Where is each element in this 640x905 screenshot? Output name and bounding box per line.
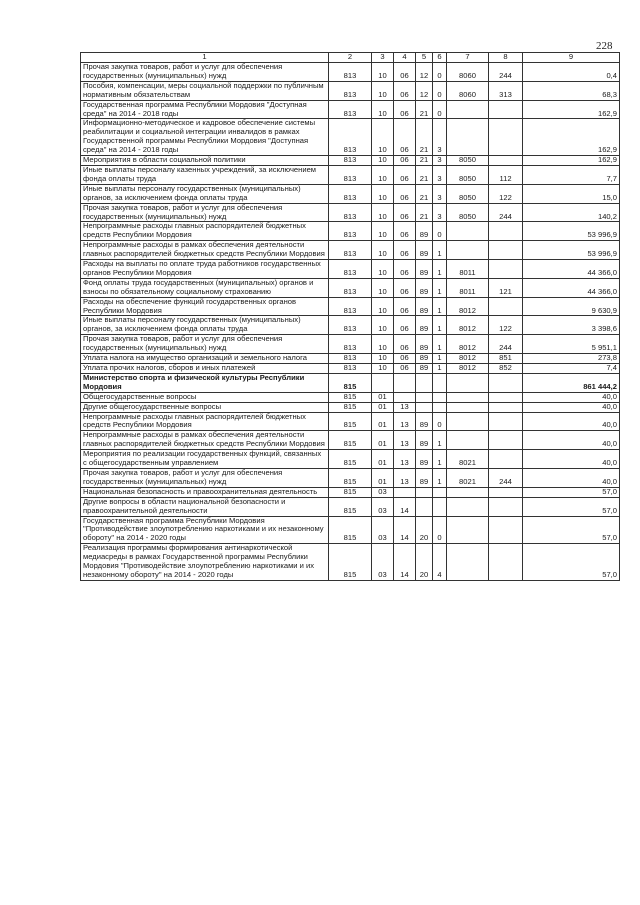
ministry-code-cell: 813	[329, 203, 372, 222]
table-row	[81, 316, 620, 335]
ministry-code-cell: 813	[329, 241, 372, 260]
target-code-cell	[447, 544, 489, 581]
program-code-cell: 89	[416, 431, 433, 450]
ministry-code-cell: 813	[329, 119, 372, 156]
subprogram-code-cell	[433, 392, 447, 402]
subsection-code-cell: 06	[394, 354, 416, 364]
section-code-cell: 10	[372, 278, 394, 297]
subprogram-code-cell: 1	[433, 316, 447, 335]
program-code-cell: 89	[416, 412, 433, 431]
row-name-cell: Иные выплаты персоналу государственных (муниципальных) органов, за исключением фонда оплаты труда	[81, 184, 329, 203]
row-name-cell: Мероприятия в области социальной политики	[81, 156, 329, 166]
target-code-cell: 8021	[447, 468, 489, 487]
ministry-code-cell: 815	[329, 412, 372, 431]
expense-type-cell: 244	[489, 203, 523, 222]
row-name-cell: Расходы на обеспечение функций государственных органов Республики Мордовия	[81, 297, 329, 316]
amount-cell: 40,0	[523, 412, 620, 431]
program-code-cell: 89	[416, 297, 433, 316]
amount-cell: 40,0	[523, 450, 620, 469]
section-code-cell: 10	[372, 364, 394, 374]
table-row	[81, 100, 620, 119]
subsection-code-cell: 06	[394, 156, 416, 166]
subsection-code-cell: 06	[394, 278, 416, 297]
subprogram-code-cell: 1	[433, 364, 447, 374]
expense-type-cell	[489, 119, 523, 156]
column-header: 2	[329, 53, 372, 63]
amount-cell: 15,0	[523, 184, 620, 203]
table-row	[81, 278, 620, 297]
program-code-cell: 20	[416, 516, 433, 544]
section-code-cell: 03	[372, 544, 394, 581]
table-row	[81, 165, 620, 184]
subprogram-code-cell: 1	[433, 354, 447, 364]
section-code-cell: 10	[372, 260, 394, 279]
row-name-cell: Министерство спорта и физической культуры Республики Мордовия	[81, 373, 329, 392]
section-code-cell: 01	[372, 468, 394, 487]
table-row	[81, 431, 620, 450]
table-row	[81, 184, 620, 203]
amount-cell: 53 996,9	[523, 222, 620, 241]
ministry-code-cell: 813	[329, 184, 372, 203]
ministry-code-cell: 815	[329, 544, 372, 581]
section-code-cell	[372, 373, 394, 392]
table-row	[81, 392, 620, 402]
program-code-cell: 21	[416, 203, 433, 222]
subsection-code-cell: 13	[394, 412, 416, 431]
row-name-cell: Непрограммные расходы главных распорядителей бюджетных средств Республики Мордовия	[81, 222, 329, 241]
subsection-code-cell: 06	[394, 241, 416, 260]
program-code-cell: 89	[416, 468, 433, 487]
target-code-cell	[447, 392, 489, 402]
subprogram-code-cell: 4	[433, 544, 447, 581]
subprogram-code-cell: 1	[433, 450, 447, 469]
target-code-cell: 8050	[447, 165, 489, 184]
table-row	[81, 297, 620, 316]
row-name-cell: Национальная безопасность и правоохранительная деятельность	[81, 487, 329, 497]
page-number: 228	[596, 40, 613, 52]
amount-cell: 5 951,1	[523, 335, 620, 354]
expense-type-cell	[489, 156, 523, 166]
row-name-cell: Прочая закупка товаров, работ и услуг для обеспечения государственных (муниципальных) нужд	[81, 63, 329, 82]
target-code-cell	[447, 373, 489, 392]
table-row	[81, 222, 620, 241]
amount-cell: 44 366,0	[523, 260, 620, 279]
subsection-code-cell: 13	[394, 431, 416, 450]
amount-cell: 44 366,0	[523, 278, 620, 297]
row-name-cell: Уплата прочих налогов, сборов и иных платежей	[81, 364, 329, 374]
subprogram-code-cell	[433, 497, 447, 516]
table-row	[81, 354, 620, 364]
amount-cell: 57,0	[523, 487, 620, 497]
ministry-code-cell: 815	[329, 516, 372, 544]
subprogram-code-cell: 0	[433, 100, 447, 119]
ministry-code-cell: 813	[329, 260, 372, 279]
program-code-cell: 21	[416, 165, 433, 184]
subsection-code-cell: 06	[394, 260, 416, 279]
program-code-cell: 21	[416, 156, 433, 166]
expense-type-cell	[489, 450, 523, 469]
amount-cell: 57,0	[523, 544, 620, 581]
row-name-cell: Государственная программа Республики Мордовия "Доступная среда" на 2014 - 2018 годы	[81, 100, 329, 119]
ministry-code-cell: 813	[329, 81, 372, 100]
section-code-cell: 01	[372, 412, 394, 431]
column-header: 4	[394, 53, 416, 63]
expense-type-cell	[489, 241, 523, 260]
row-name-cell: Иные выплаты персоналу казенных учреждений, за исключением фонда оплаты труда	[81, 165, 329, 184]
amount-cell: 0,4	[523, 63, 620, 82]
section-code-cell: 10	[372, 241, 394, 260]
table-row	[81, 412, 620, 431]
row-name-cell: Иные выплаты персоналу государственных (муниципальных) органов, за исключением фонда оплаты труда	[81, 316, 329, 335]
program-code-cell	[416, 373, 433, 392]
expense-type-cell: 122	[489, 184, 523, 203]
row-name-cell: Прочая закупка товаров, работ и услуг для обеспечения государственных (муниципальных) нужд	[81, 335, 329, 354]
subsection-code-cell: 06	[394, 222, 416, 241]
program-code-cell: 89	[416, 241, 433, 260]
target-code-cell: 8011	[447, 260, 489, 279]
section-code-cell: 10	[372, 203, 394, 222]
section-code-cell: 10	[372, 100, 394, 119]
amount-cell: 7,7	[523, 165, 620, 184]
row-name-cell: Прочая закупка товаров, работ и услуг для обеспечения государственных (муниципальных) нужд	[81, 468, 329, 487]
table-row	[81, 373, 620, 392]
amount-cell: 68,3	[523, 81, 620, 100]
program-code-cell: 89	[416, 260, 433, 279]
ministry-code-cell: 813	[329, 316, 372, 335]
subsection-code-cell: 06	[394, 119, 416, 156]
row-name-cell: Другие вопросы в области национальной безопасности и правоохранительной деятельности	[81, 497, 329, 516]
table-row	[81, 497, 620, 516]
ministry-code-cell: 813	[329, 364, 372, 374]
subsection-code-cell: 06	[394, 297, 416, 316]
ministry-code-cell: 813	[329, 335, 372, 354]
table-row	[81, 544, 620, 581]
subsection-code-cell: 06	[394, 81, 416, 100]
subprogram-code-cell: 1	[433, 297, 447, 316]
section-code-cell: 01	[372, 431, 394, 450]
subprogram-code-cell: 1	[433, 241, 447, 260]
program-code-cell: 89	[416, 450, 433, 469]
table-row	[81, 335, 620, 354]
target-code-cell	[447, 222, 489, 241]
amount-cell: 40,0	[523, 392, 620, 402]
section-code-cell: 10	[372, 184, 394, 203]
subsection-code-cell: 06	[394, 316, 416, 335]
expense-type-cell	[489, 373, 523, 392]
row-name-cell: Реализация программы формирования антинаркотической медиасреды в рамках Государственной программы Республики Мордовия "Противодействие злоупотреблению наркотиками и их незаконному обороту" на 2014 - 2020 годы	[81, 544, 329, 581]
subprogram-code-cell: 1	[433, 278, 447, 297]
ministry-code-cell: 815	[329, 497, 372, 516]
target-code-cell	[447, 431, 489, 450]
target-code-cell: 8060	[447, 81, 489, 100]
expense-type-cell: 122	[489, 316, 523, 335]
section-code-cell: 01	[372, 402, 394, 412]
ministry-code-cell: 813	[329, 278, 372, 297]
row-name-cell: Расходы на выплаты по оплате труда работников государственных органов Республики Мордовия	[81, 260, 329, 279]
target-code-cell	[447, 487, 489, 497]
table-row	[81, 156, 620, 166]
expense-type-cell	[489, 497, 523, 516]
budget-table	[80, 52, 620, 581]
subprogram-code-cell: 0	[433, 81, 447, 100]
table-row	[81, 203, 620, 222]
expense-type-cell	[489, 260, 523, 279]
subsection-code-cell: 06	[394, 100, 416, 119]
program-code-cell: 21	[416, 100, 433, 119]
expense-type-cell: 244	[489, 468, 523, 487]
section-code-cell: 10	[372, 297, 394, 316]
expense-type-cell	[489, 487, 523, 497]
subsection-code-cell: 14	[394, 516, 416, 544]
target-code-cell	[447, 100, 489, 119]
row-name-cell: Информационно-методическое и кадровое обеспечение системы реабилитации и социальной интеграции инвалидов в рамках Государственной программы Республики Мордовия "Доступная среда" на 2014 - 2018 годы	[81, 119, 329, 156]
expense-type-cell	[489, 100, 523, 119]
subsection-code-cell: 06	[394, 63, 416, 82]
target-code-cell	[447, 402, 489, 412]
ministry-code-cell: 815	[329, 487, 372, 497]
row-name-cell: Мероприятия по реализации государственных функций, связанных с общегосударственным управлением	[81, 450, 329, 469]
subprogram-code-cell: 3	[433, 203, 447, 222]
subprogram-code-cell: 0	[433, 516, 447, 544]
amount-cell: 9 630,9	[523, 297, 620, 316]
amount-cell: 140,2	[523, 203, 620, 222]
subsection-code-cell: 13	[394, 402, 416, 412]
ministry-code-cell: 815	[329, 402, 372, 412]
subsection-code-cell: 13	[394, 468, 416, 487]
subprogram-code-cell: 0	[433, 222, 447, 241]
subsection-code-cell	[394, 392, 416, 402]
ministry-code-cell: 815	[329, 468, 372, 487]
program-code-cell: 12	[416, 81, 433, 100]
ministry-code-cell: 813	[329, 222, 372, 241]
program-code-cell: 89	[416, 222, 433, 241]
section-code-cell: 10	[372, 156, 394, 166]
section-code-cell: 10	[372, 335, 394, 354]
expense-type-cell: 244	[489, 335, 523, 354]
subprogram-code-cell	[433, 487, 447, 497]
row-name-cell: Фонд оплаты труда государственных (муниципальных) органов и взносы по обязательному социальному страхованию	[81, 278, 329, 297]
amount-cell: 273,8	[523, 354, 620, 364]
subprogram-code-cell: 1	[433, 335, 447, 354]
program-code-cell	[416, 487, 433, 497]
section-code-cell: 01	[372, 450, 394, 469]
expense-type-cell	[489, 392, 523, 402]
subprogram-code-cell: 1	[433, 431, 447, 450]
section-code-cell: 10	[372, 81, 394, 100]
section-code-cell: 10	[372, 354, 394, 364]
subsection-code-cell: 14	[394, 497, 416, 516]
ministry-code-cell: 813	[329, 156, 372, 166]
section-code-cell: 10	[372, 63, 394, 82]
section-code-cell: 10	[372, 165, 394, 184]
section-code-cell: 03	[372, 497, 394, 516]
amount-cell: 3 398,6	[523, 316, 620, 335]
table-row	[81, 63, 620, 82]
target-code-cell: 8012	[447, 354, 489, 364]
target-code-cell	[447, 497, 489, 516]
section-code-cell: 03	[372, 487, 394, 497]
expense-type-cell	[489, 412, 523, 431]
target-code-cell: 8012	[447, 335, 489, 354]
column-header: 7	[447, 53, 489, 63]
section-code-cell: 03	[372, 516, 394, 544]
program-code-cell: 12	[416, 63, 433, 82]
table-row	[81, 402, 620, 412]
program-code-cell: 21	[416, 184, 433, 203]
expense-type-cell	[489, 544, 523, 581]
target-code-cell: 8060	[447, 63, 489, 82]
amount-cell: 40,0	[523, 431, 620, 450]
program-code-cell	[416, 497, 433, 516]
subprogram-code-cell: 3	[433, 156, 447, 166]
subsection-code-cell: 06	[394, 203, 416, 222]
section-code-cell: 10	[372, 222, 394, 241]
row-name-cell: Прочая закупка товаров, работ и услуг для обеспечения государственных (муниципальных) нужд	[81, 203, 329, 222]
ministry-code-cell: 813	[329, 165, 372, 184]
row-name-cell: Непрограммные расходы главных распорядителей бюджетных средств Республики Мордовия	[81, 412, 329, 431]
target-code-cell: 8050	[447, 184, 489, 203]
amount-cell: 57,0	[523, 497, 620, 516]
target-code-cell: 8050	[447, 156, 489, 166]
expense-type-cell	[489, 297, 523, 316]
column-header: 6	[433, 53, 447, 63]
row-name-cell: Другие общегосударственные вопросы	[81, 402, 329, 412]
subprogram-code-cell	[433, 373, 447, 392]
expense-type-cell	[489, 431, 523, 450]
target-code-cell: 8012	[447, 316, 489, 335]
ministry-code-cell: 815	[329, 373, 372, 392]
subprogram-code-cell: 3	[433, 184, 447, 203]
subsection-code-cell: 14	[394, 544, 416, 581]
table-row	[81, 260, 620, 279]
table-row	[81, 516, 620, 544]
row-name-cell: Уплата налога на имущество организаций и земельного налога	[81, 354, 329, 364]
program-code-cell	[416, 402, 433, 412]
column-header: 8	[489, 53, 523, 63]
column-header: 9	[523, 53, 620, 63]
amount-cell: 40,0	[523, 468, 620, 487]
subsection-code-cell: 06	[394, 184, 416, 203]
amount-cell: 57,0	[523, 516, 620, 544]
ministry-code-cell: 813	[329, 100, 372, 119]
row-name-cell: Пособия, компенсации, меры социальной поддержки по публичным нормативным обязательствам	[81, 81, 329, 100]
section-code-cell: 10	[372, 316, 394, 335]
expense-type-cell: 852	[489, 364, 523, 374]
target-code-cell	[447, 119, 489, 156]
program-code-cell: 89	[416, 354, 433, 364]
column-header: 3	[372, 53, 394, 63]
row-name-cell: Общегосударственные вопросы	[81, 392, 329, 402]
subprogram-code-cell: 1	[433, 260, 447, 279]
subprogram-code-cell	[433, 402, 447, 412]
amount-cell: 40,0	[523, 402, 620, 412]
table-row	[81, 241, 620, 260]
section-code-cell: 10	[372, 119, 394, 156]
target-code-cell: 8021	[447, 450, 489, 469]
program-code-cell: 89	[416, 364, 433, 374]
program-code-cell: 89	[416, 316, 433, 335]
table-row	[81, 468, 620, 487]
row-name-cell: Непрограммные расходы в рамках обеспечения деятельности главных распорядителей бюджетных средств Республики Мордовия	[81, 431, 329, 450]
ministry-code-cell: 815	[329, 392, 372, 402]
target-code-cell	[447, 516, 489, 544]
ministry-code-cell: 815	[329, 431, 372, 450]
subsection-code-cell: 06	[394, 165, 416, 184]
expense-type-cell	[489, 516, 523, 544]
subprogram-code-cell: 0	[433, 412, 447, 431]
amount-cell: 53 996,9	[523, 241, 620, 260]
amount-cell: 162,9	[523, 156, 620, 166]
subsection-code-cell: 13	[394, 450, 416, 469]
column-header: 1	[81, 53, 329, 63]
table-row	[81, 450, 620, 469]
program-code-cell: 89	[416, 335, 433, 354]
target-code-cell	[447, 412, 489, 431]
subsection-code-cell	[394, 487, 416, 497]
expense-type-cell	[489, 402, 523, 412]
target-code-cell: 8011	[447, 278, 489, 297]
row-name-cell: Непрограммные расходы в рамках обеспечения деятельности главных распорядителей бюджетных средств Республики Мордовия	[81, 241, 329, 260]
column-header: 5	[416, 53, 433, 63]
target-code-cell: 8050	[447, 203, 489, 222]
expense-type-cell: 121	[489, 278, 523, 297]
subsection-code-cell: 06	[394, 364, 416, 374]
expense-type-cell: 313	[489, 81, 523, 100]
row-name-cell: Государственная программа Республики Мордовия "Противодействие злоупотреблению наркотиками и их незаконному обороту" на 2014 - 2020 годы	[81, 516, 329, 544]
table-row	[81, 364, 620, 374]
program-code-cell	[416, 392, 433, 402]
ministry-code-cell: 813	[329, 354, 372, 364]
table-row	[81, 119, 620, 156]
amount-cell: 861 444,2	[523, 373, 620, 392]
expense-type-cell: 851	[489, 354, 523, 364]
expense-type-cell: 112	[489, 165, 523, 184]
program-code-cell: 21	[416, 119, 433, 156]
subprogram-code-cell: 0	[433, 63, 447, 82]
program-code-cell: 20	[416, 544, 433, 581]
table-row	[81, 487, 620, 497]
table-header-row	[81, 53, 620, 63]
amount-cell: 7,4	[523, 364, 620, 374]
expense-type-cell: 244	[489, 63, 523, 82]
subprogram-code-cell: 3	[433, 165, 447, 184]
subprogram-code-cell: 3	[433, 119, 447, 156]
ministry-code-cell: 813	[329, 63, 372, 82]
subprogram-code-cell: 1	[433, 468, 447, 487]
subsection-code-cell	[394, 373, 416, 392]
target-code-cell: 8012	[447, 297, 489, 316]
subsection-code-cell: 06	[394, 335, 416, 354]
amount-cell: 162,9	[523, 100, 620, 119]
expense-type-cell	[489, 222, 523, 241]
target-code-cell: 8012	[447, 364, 489, 374]
amount-cell: 162,9	[523, 119, 620, 156]
section-code-cell: 01	[372, 392, 394, 402]
program-code-cell: 89	[416, 278, 433, 297]
ministry-code-cell: 815	[329, 450, 372, 469]
ministry-code-cell: 813	[329, 297, 372, 316]
target-code-cell	[447, 241, 489, 260]
table-row	[81, 81, 620, 100]
